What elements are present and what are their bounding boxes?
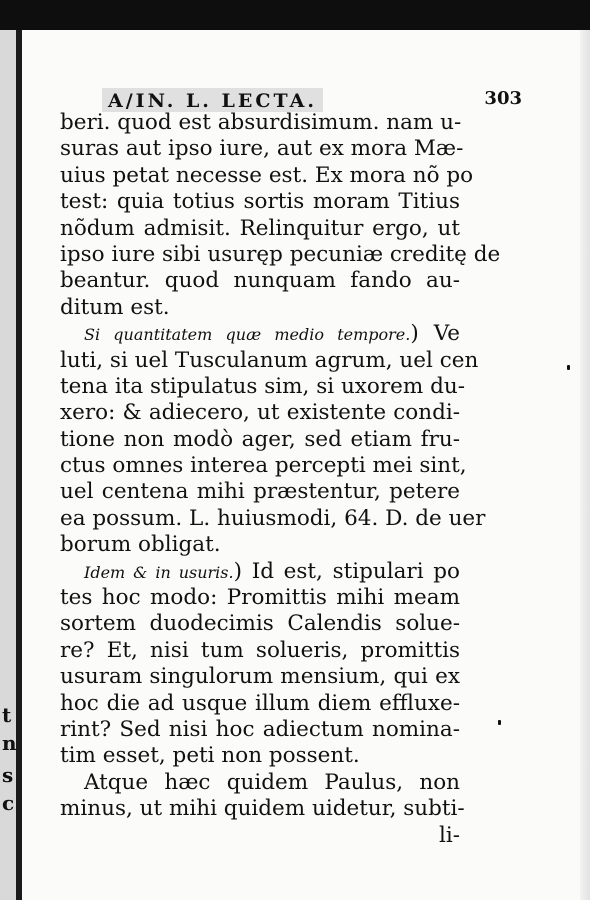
- lemma-continuation: ) Ve: [410, 321, 461, 347]
- text-line: test: quia totius sortis moram Titius: [60, 189, 460, 215]
- text-line: ctus omnes interea percepti mei sint,: [60, 453, 467, 479]
- text-line: ditum est.: [60, 294, 170, 320]
- text-line: tim esset, peti non possent.: [60, 743, 360, 769]
- text-line: tione non modò ager, sed etiam fru-: [60, 426, 460, 452]
- text-line: nõdum admisit. Relinquitur ergo, ut: [60, 215, 460, 241]
- running-head: A/IN. L. LECTA.: [102, 88, 323, 112]
- lemma: Idem & in usuris.: [84, 562, 234, 582]
- paragraph-4: [60, 769, 465, 849]
- lemma-line: [60, 321, 460, 347]
- paragraph-1: [60, 110, 501, 321]
- text-line: usuram singulorum mensium, qui ex: [60, 664, 460, 690]
- text-line: borum obligat.: [60, 532, 221, 558]
- text-line: hoc die ad usque illum diem effluxe-: [60, 690, 460, 716]
- margin-fragment: n: [2, 731, 17, 755]
- text-line: xero: & adiecero, ut existente condi-: [60, 400, 460, 426]
- ink-speck: [498, 720, 501, 725]
- lemma-line: [60, 559, 460, 585]
- catchword: li-: [438, 822, 460, 848]
- lemma: Si quantitatem quæ medio tempore.: [84, 325, 411, 345]
- text-line: beri. quod est absurdisimum. nam u-: [60, 110, 462, 135]
- text-line: ipso iure sibi usuręp pecuniæ creditę de: [60, 241, 501, 267]
- page-text: [60, 110, 501, 849]
- page-edge: [580, 30, 590, 900]
- facing-page-edge: [0, 30, 22, 900]
- margin-fragment: t: [2, 703, 12, 727]
- margin-fragment: c: [2, 791, 15, 815]
- text-line: tes hoc modo: Promittis mihi meam: [60, 585, 460, 611]
- paragraph-2: [60, 321, 486, 559]
- page-number: 303: [484, 88, 522, 109]
- lemma-continuation: ) Id est, stipulari po: [233, 558, 460, 584]
- text-line: uel centena mihi præstentur, petere: [60, 479, 460, 505]
- scan-top-border: [0, 0, 590, 34]
- text-line: re? Et, nisi tum solueris, promittis: [60, 637, 460, 663]
- text-line: rint? Sed nisi hoc adiectum nomina-: [60, 716, 460, 742]
- text-line: uius petat necesse est. Ex mora nõ po: [60, 162, 474, 188]
- text-line: tena ita stipulatus sim, si uxorem du-: [60, 373, 465, 399]
- margin-fragment: s: [2, 763, 14, 787]
- paragraph-3: [60, 559, 460, 770]
- text-line: luti, si uel Tusculanum agrum, uel cen: [60, 347, 479, 373]
- ink-speck: [567, 365, 570, 370]
- text-line: beantur. quod nunquam fando au-: [60, 268, 460, 294]
- text-line: suras aut ipso iure, aut ex mora Mæ-: [60, 136, 464, 162]
- text-line: minus, ut mihi quidem uidetur, subti-: [60, 796, 465, 822]
- text-line: Atque hæc quidem Paulus, non: [84, 769, 460, 795]
- text-line: ea possum. L. huiusmodi, 64. D. de uer: [60, 505, 486, 531]
- text-line: sortem duodecimis Calendis solue-: [60, 611, 460, 637]
- book-page: [22, 30, 590, 900]
